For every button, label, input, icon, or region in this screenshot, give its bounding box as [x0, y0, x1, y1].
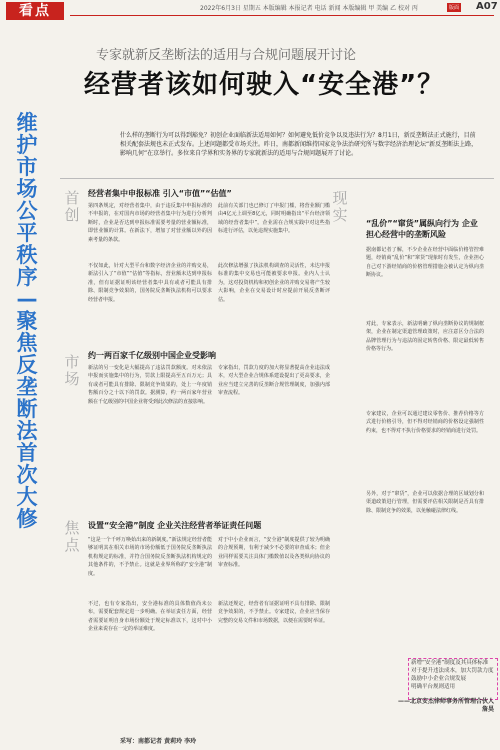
kicker: 专家就新反垄断法的适用与合规问题展开讨论 [96, 48, 357, 63]
side-title-char: 焦 [16, 331, 38, 355]
quote-attribution: ——北京安杰律师事务所管理合伙人詹昊 [398, 698, 495, 713]
right-column-paragraph: 据南都记者了解，不少企业在经营中面临价格管控难题，经销商“乱价”和“窜货”现象时有发生，企业担心自己对下游经销商的价格管理措施会被认定为纵向垄断协议。 [366, 247, 484, 279]
section-1-paragraph: 此前有关部门也已修订了申报门槛，将营业额门槛由4亿元上调至8亿元，同时明确指出“平台经济领域的经营者集中”。企业需在合规实践中对这些指标进行评估，以免违规实施集中。 [218, 203, 330, 235]
section-1-paragraph: 不仅如此，针对大型平台和数字经济企业的并购交易，新法引入了“市值”“估值”等指标，营业额未达到申报标准，但有证据证明该经营者集中具有或者可能具有排除、限制竞争效果的，国务院反垄断执法机构可以要求经营者申报。 [88, 263, 212, 303]
section-3-paragraph: 新法还规定，经营者有证据证明不具有排除、限制竞争效果的，不予禁止。专家建议，企业应当保存完整的交易文件和市场数据，以便在需要时举证。 [218, 601, 330, 624]
section-2-paragraph: 新法的另一变化是大幅提高了违法罚款额度。对未依法申报而实施集中的行为，罚款上限提高至五百万元；具有或者可能具有排除、限制竞争效果的，处上一年度销售额百分之十以下的罚款。据测算，约一两百家年营业额在千亿级别的中国企业将受到此次修法的直接影响。 [88, 365, 212, 405]
side-title-char: 聚 [16, 309, 38, 333]
side-title-char: 公 [16, 199, 38, 223]
right-column-title: “乱价”“窜货”属纵向行为 企业担心经营中的垄断风险 [366, 219, 478, 239]
page-number: A07 [476, 1, 498, 12]
section-1-title: 经营者集中申报标准 引入“市值”“估值” [88, 189, 232, 198]
bullet-item: 对于提升违法成本，加大罚款力度 [411, 668, 494, 674]
section-tag: 看点 [6, 2, 64, 20]
side-title-char: — [16, 287, 38, 311]
right-column-paragraph: 对此，专家表示，新法明确了纵向垄断协议的规制框架，企业在制定渠道管理政策时，应注意区分合法的品牌管理行为与违法的固定转售价格、限定最低转售价格等行为。 [366, 321, 484, 353]
intro-paragraph: 什么样的垄断行为可以得到豁免？初创企业面临新法适用如何？如何避免低价竞争以及违法行为？8月1日，新反垄断法正式施行，目前相关配套法规也未正式发布。上述问题都受市场关注。昨日，南都新闻维持国家竞争法治研究所与数字经济治理论坛“新反垄断法上路，影响几何”在京举行。多位来自学界和实务界的专家就新法的适用与合规问题展开了讨论。 [120, 132, 478, 157]
headline: 经营者该如何驶入“安全港”？ [84, 70, 445, 100]
section-3-title: 设置“安全港”制度 企业关注经营者举证责任问题 [88, 521, 262, 530]
side-title-char: 首 [16, 441, 38, 465]
section-2-title: 约一两百家千亿级别中国企业受影响 [88, 351, 216, 360]
margin-word-market: 市 场 [64, 353, 80, 388]
divider [60, 178, 494, 179]
section-3-paragraph: 对于中小企业而言，“安全港”制度提供了较为明确的合规预期，有利于减少不必要的审查成本；但企业同样需要关注具体门槛数值以及各类纵向协议的审查标准。 [218, 537, 330, 569]
side-title-char: 市 [16, 155, 38, 179]
side-title-char: 平 [16, 221, 38, 245]
byline: 采写：南都记者 黄莉玲 李玲 [120, 738, 197, 745]
side-title-char: 场 [16, 177, 38, 201]
margin-word-first: 首 创 [64, 189, 80, 224]
header-rule [70, 15, 494, 16]
side-title-char: 护 [16, 133, 38, 157]
side-title-char: 秩 [16, 243, 38, 267]
side-title-char: 反 [16, 353, 38, 377]
right-column-paragraph: 另外，对于“窜货”，企业可以依据合理的区域划分和渠道政策进行管理，但需要评估相关限制是否具有排除、限制竞争的效果，以免触碰法律红线。 [366, 491, 484, 514]
section-3-paragraph: 不过，也有专家指出，安全港标准的具体数值尚未公布，需要配套规定进一步明确。在举证责任方面，经营者需要证明自身市场份额处于规定标准以下，这对中小企业来说存在一定的举证难度。 [88, 601, 212, 633]
side-title-char: 维 [16, 111, 38, 135]
bullet-item: 鼓励中小企业合规发展 [411, 676, 467, 682]
section-1-paragraph: 此次修法增强了执法机构调查的灵活性，未达申报标准的集中交易也可能被要求申报。业内人士认为，这对投资机构和初创企业的并购交易将产生较大影响，企业在交易设计时应提前开展反垄断评估。 [218, 263, 330, 303]
bullet-item: 新增“安全港”制度及其具体标准 [411, 660, 489, 666]
side-title-char: 序 [16, 265, 38, 289]
section-2-paragraph: 专家指出，罚款力度的加大将显著提高企业违法成本，对大型企业合规体系建设提出了更高要求，企业应当建立完善的反垄断合规管理制度，加强内部审查流程。 [218, 365, 330, 397]
bullet-item: 明确平台规则适用 [411, 684, 456, 690]
side-title-char: 修 [16, 507, 38, 531]
header-badge: 版面 [449, 5, 460, 11]
quote-bullet-box [408, 658, 498, 700]
side-title-char: 法 [16, 419, 38, 443]
margin-word-reality: 现 实 [332, 189, 348, 224]
section-3-paragraph: “这是一个千呼万唤始出来的新制度。”新法规定经营者能够证明其在相关市场的市场份额低于国务院反垄断执法机构规定的标准，并符合国务院反垄断执法机构规定的其他条件的，不予禁止。这就是业界所称的“安全港”制度。 [88, 537, 212, 577]
side-title-char: 垄 [16, 375, 38, 399]
side-title-char: 次 [16, 463, 38, 487]
side-title-char: 断 [16, 397, 38, 421]
section-1-paragraph: 第四条规定，对经营者集中，由于违反集中申报标准的不申报的，在对国内市场的经营者集中行为进行分析判断时，企业是否达到申报标准需要考量的营业额标准，即营业额的计算。在新法下，增加了对营业额以外的因素考量的条款。 [88, 203, 212, 243]
vertical-series-title [8, 112, 46, 530]
right-column-paragraph: 专家建议，企业可以通过建议零售价、推荐价格等方式进行价格引导，但不得对经销商的价格设定强制性约束，也不得对不执行价格要求的经销商进行处罚。 [366, 411, 484, 434]
page-header [0, 0, 500, 22]
margin-word-focus: 焦 点 [64, 519, 80, 554]
header-meta: 2022年6月3日 星期五 本版编辑 本报记者 电话 新闻 本版编辑 甲 美编 乙 校对 丙 [200, 5, 418, 12]
side-title-char: 大 [16, 485, 38, 509]
